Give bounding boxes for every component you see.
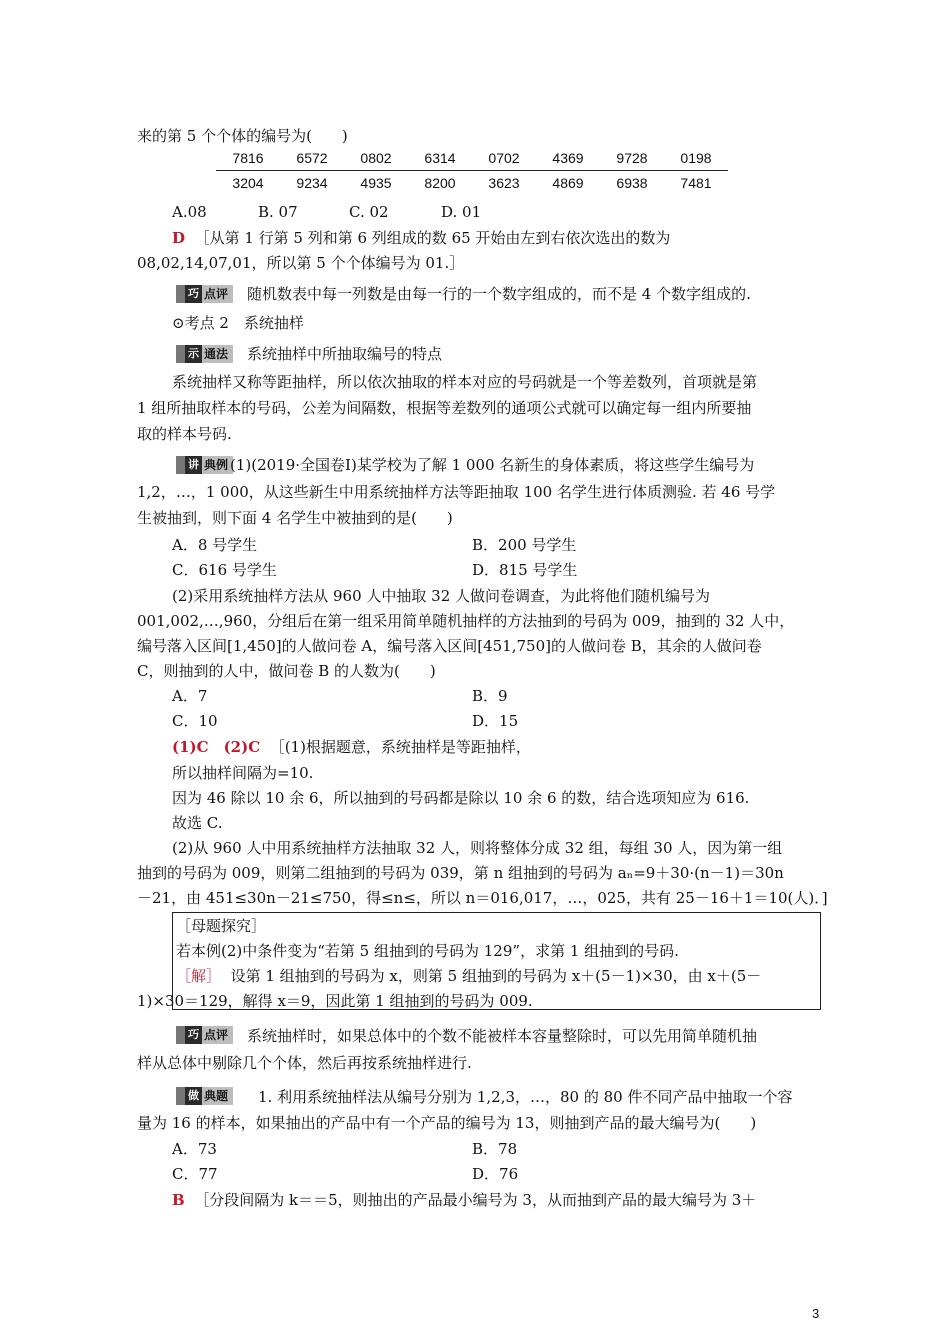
table-cell: 9728 <box>600 146 664 171</box>
option-d: D．815 号学生 <box>472 561 578 579</box>
table-cell: 6572 <box>280 146 344 171</box>
solution-text: ［(1)根据题意，系统抽样是等距抽样， <box>269 738 531 756</box>
option-b: B. 07 <box>258 203 298 221</box>
answer-label: (1)C (2)C <box>172 738 261 756</box>
table-cell: 7481 <box>680 175 712 191</box>
question-text: 编号落入区间[1,450]的人做问卷 A，编号落入区间[451,750]的人做问卷 B，其余的人做问卷 <box>137 637 762 655</box>
paragraph: 1 组所抽取样本的号码，公差为间隔数，根据等差数列的通项公式就可以确定每一组内所要抽 <box>137 399 752 417</box>
question-text: C，则抽到的人中，做问卷 B 的人数为( ) <box>137 662 436 680</box>
solution-text: 故选 C. <box>172 814 223 832</box>
option-a: A．73 <box>172 1140 217 1158</box>
question-intro: 来的第 5 个个体的编号为( ) <box>137 127 348 145</box>
tips-text: 系统抽样时，如果总体中的个数不能被样本容量整除时，可以先用简单随机抽 <box>247 1027 758 1045</box>
question-text: 1. 利用系统抽样法从编号分别为 1,2,3，…，80 的 80 件不同产品中抽取一个容 <box>258 1088 793 1106</box>
random-number-table <box>216 146 728 195</box>
paragraph: 系统抽样又称等距抽样，所以依次抽取的样本对应的号码就是一个等差数列，首项就是第 <box>172 373 758 391</box>
method-title: 系统抽样中所抽取编号的特点 <box>247 345 443 363</box>
box-solution: ［解］ 设第 1 组抽到的号码为 x，则第 5 组抽到的号码为 x＋(5－1)×30，由 x＋(5－ <box>176 967 762 985</box>
table-cell: 6938 <box>616 175 648 191</box>
section-heading: ⊙考点 2 系统抽样 <box>172 314 304 332</box>
paragraph: 取的样本号码. <box>137 425 232 443</box>
option-a: A.08 <box>172 203 207 221</box>
option-c: C．77 <box>172 1165 218 1183</box>
option-d: D. 01 <box>441 203 482 221</box>
page-number: 3 <box>812 1306 820 1321</box>
question-text: (1)(2019·全国卷Ⅰ)某学校为了解 1 000 名新生的身体素质，将这些学生编号为 <box>230 456 755 474</box>
table-cell: 8200 <box>424 175 456 191</box>
solution-text: (2)从 960 人中用系统抽样方法抽取 32 人，则将整体分成 32 组，每组 30 人，因为第一组 <box>172 839 783 857</box>
option-a: A．7 <box>172 687 208 705</box>
solution-label: ［解］ <box>176 967 222 985</box>
table-cell: 4869 <box>552 175 584 191</box>
option-d: D．15 <box>472 712 519 730</box>
question-text: 生被抽到，则下面 4 名学生中被抽到的是( ) <box>137 509 453 527</box>
example-badge: 讲 典例 <box>176 456 233 474</box>
solution-text: 抽到的号码为 009，则第二组抽到的号码为 039，第 n 组抽到的号码为 aₙ=9＋30·(n－1)＝30n <box>137 864 784 882</box>
answer-label: D <box>172 229 186 247</box>
option-a: A．8 号学生 <box>172 536 258 554</box>
explanation-text: 08,02,14,07,01，所以第 5 个个体编号为 01.］ <box>137 254 465 272</box>
table-cell: 4935 <box>360 175 392 191</box>
tips-text: 样从总体中剔除几个个体，然后再按系统抽样进行. <box>137 1054 472 1072</box>
solution-text: 所以抽样间隔为=10. <box>172 764 314 782</box>
answer-line <box>172 737 531 757</box>
table-row <box>216 146 728 171</box>
box-solution: 1)×30＝129，解得 x＝9，因此第 1 组抽到的号码为 009. <box>137 992 533 1010</box>
option-c: C. 02 <box>349 203 389 221</box>
option-d: D．76 <box>472 1165 519 1183</box>
table-cell: 7816 <box>216 146 280 171</box>
answer-line <box>172 228 670 248</box>
question-text: 1,2，…，1 000，从这些新生中用系统抽样方法等距抽取 100 名学生进行体质测验. 若 46 号学 <box>137 483 776 501</box>
table-cell: 0198 <box>664 146 728 171</box>
answer-line <box>172 1190 756 1210</box>
table-cell: 0802 <box>344 146 408 171</box>
box-title: ［母题探究］ <box>176 917 267 935</box>
table-cell: 3204 <box>232 175 264 191</box>
method-badge: 示 通法 <box>176 345 233 363</box>
option-c: C．10 <box>172 712 218 730</box>
question-text: 001,002,…,960，分组后在第一组采用简单随机抽样的方法抽到的号码为 009，抽到的 32 人中， <box>137 612 795 630</box>
box-question: 若本例(2)中条件变为“若第 5 组抽到的号码为 129”，求第 1 组抽到的号码. <box>176 942 679 960</box>
option-b: B．9 <box>472 687 508 705</box>
option-b: B．200 号学生 <box>472 536 577 554</box>
practice-badge: 做 典题 <box>176 1087 233 1105</box>
tips-badge: 巧 点评 <box>176 285 233 303</box>
solution-text: －21，由 451≤30n－21≤750，得≤n≤，所以 n＝016,017，…，025，共有 25－16＋1＝10(人)．] <box>137 889 828 907</box>
table-cell: 3623 <box>488 175 520 191</box>
explanation-text: ［分段间隔为 k＝＝5，则抽出的产品最小编号为 3，从而抽到产品的最大编号为 3＋ <box>194 1191 757 1209</box>
option-c: C．616 号学生 <box>172 561 277 579</box>
tips-badge: 巧 点评 <box>176 1026 233 1044</box>
tips-text: 随机数表中每一列数是由每一行的一个数字组成的，而不是 4 个数字组成的. <box>247 285 751 303</box>
explanation-text: ［从第 1 行第 5 列和第 6 列组成的数 65 开始由左到右依次选出的数为 <box>194 229 671 247</box>
answer-label: B <box>172 1191 185 1209</box>
table-row <box>216 171 728 196</box>
table-cell: 4369 <box>536 146 600 171</box>
table-cell: 9234 <box>296 175 328 191</box>
option-b: B．78 <box>472 1140 518 1158</box>
question-text: 量为 16 的样本，如果抽出的产品中有一个产品的编号为 13，则抽到产品的最大编号为( ) <box>137 1114 757 1132</box>
solution-text: 因为 46 除以 10 余 6，所以抽到的号码都是除以 10 余 6 的数，结合选项知应为 616. <box>172 789 750 807</box>
table-cell: 0702 <box>472 146 536 171</box>
question-text: (2)采用系统抽样方法从 960 人中抽取 32 人做问卷调查，为此将他们随机编号为 <box>172 587 711 605</box>
table-cell: 6314 <box>408 146 472 171</box>
